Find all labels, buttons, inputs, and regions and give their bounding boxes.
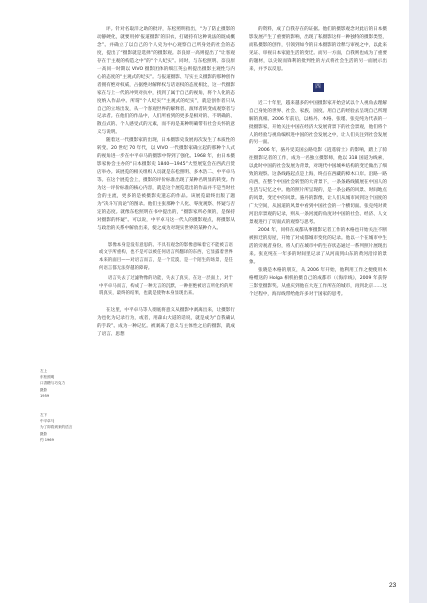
photo-captions bbox=[40, 368, 84, 456]
quote-paragraph: 影像本身是没有意思的。不具有观念的影像意味着它不能被言语或文字所重构，也不是可以被任何语言所翻译的东西，它显露着世界本来的面目——对语言而言，是一个荒漠，是一个陌生的场景，是任何语言都无法穿越的障碍。 bbox=[99, 242, 233, 271]
body-paragraph: 的资料，成了自我存在的证据。他们的摄影观念对此后的日本摄影发展产生了重要的影响，出现了私摄影这样一种独特的摄影类型，而私摄影的创作，引领到如今的日本摄影的诠释与审视之中，以此来见证、审视日本家庭生活的变迁。而另一方面，自我则也成为了重要的题材，以尖锐而锋利的批判性的方式将社会生活的另一面展示出来，并予以反思。 bbox=[249, 27, 387, 72]
body-paragraph: 张晓是木格的朋友，从 2006 年开始，他利用工作之便使用木格赠送的 Holga 相机拍摄自己的成都市（《海岸线》，2009 年获得三影堂摄影奖。从重庆到他在大连工作所在的城市，再到北京……这个过程中，海岸线带给他许多对于国家的思考。 bbox=[249, 267, 387, 297]
quote-paragraph: 语言失去了过滤物像的功能，失去了真实，在这一层面上，对于中平卓马而言，构成了一种无言的沉默，一种拒绝被语言所化约的所谓真实，最终的结果，也就是使物本身显现出来。 bbox=[99, 276, 233, 297]
caption-title: 口香糖与巧克力 bbox=[40, 381, 66, 386]
page-edge-band bbox=[409, 0, 427, 603]
right-text-column bbox=[249, 26, 387, 299]
body-paragraph: 评。针对名取洋之助的批评，东松照明指出，“为了防止摄影的动静硬化，就要用掉‘报道摄影’的旧衣，打破持有这种说法的既成概念”。并确立了以自己的个人史为中心观察自己所身处的社会的态度，提出了“摄影就是选择”的摄影观。奈良原一高则提出了“让客观存在于主观的构造之中”的“个人纪实”。同时，与东松照明、奈良原一高同一时期以 VIVO 摄影团体的细江英公则提出摄影主观性与内心的态度的“主观式的纪实”。与报道摄影、写实主义摄影的那种创作者拥有绝对权威，占据绝对解释权与话语权的态度相比，这一代摄影家在与上一代的冲突对抗中，找到了属于自己的视角，将个人化的态度纳入作品中。所谓“个人纪实”“主观式的纪实”，就是创作者只从自己的立场出发，从一个客观世界的解释者、演绎者转变成观察者与记录者。在他们的作品中，人们所看到的更多是相对的、不明确的、散点式的、个人感受式的元素，而不再是某种明确带有社会关怀的意义与说明。 bbox=[97, 27, 235, 136]
caption-position: 左上 bbox=[40, 369, 48, 373]
caption-medium: 摄影 bbox=[40, 387, 48, 392]
page-number: 23 bbox=[389, 582, 397, 589]
caption-title: 为了即将到来的语言 bbox=[40, 425, 73, 430]
caption-bottom-left bbox=[40, 412, 84, 443]
caption-position: 左下 bbox=[40, 413, 48, 418]
section-number-badge: 四 bbox=[313, 83, 324, 92]
body-paragraph: 随着这一代摄影家的出现，日本摄影史发展再次发生了本质性的转变。20 世纪 70 年代，以 VIVO 一代摄影家确立起的那种个人式的视角进一步在中平卓马的摄影中得到了强化。1968 年，由日本摄影家协会主办的“日本摄影史 1840—1945”大型展览会在西武百货店举办。该展览的相关组织人员就是东松照明、多木浩二、中平卓马等。在这个展览会上，摄影的评价标准出现了某种名明显的转变。作为这一评价标准的核心内容，就是这个展览选出的作品并不是当时社会的主流，更多的是被摄影史遗忘的作品。该展览最终出版了题为“决斗写真论”的图录。他们主张那种个人化、零度观察、怀疑与否定的态度。就像东松照明在书中提出的，“摄影家所必须的，是保持对摄影的怀疑”。可以说，中平卓马这一代人的摄影观点，将摄影从与政治的关系中解放出来，使之成为对现实世界的某种介入。 bbox=[97, 138, 235, 231]
caption-year: 约 1969 bbox=[40, 437, 54, 442]
body-paragraph: 近二十年里，越来越多的中国摄影家开始尝试以个人视角去理解自己身处的世界、社会、家族、国度。用自己的经验去呈现自己所理解的真相。2006 年前后，以杨丹、木格、张瑾、张克纯为代表的一批摄影家，开始关注中国在经济大发展背景下的社会景观，他们将个人的经验与视角编织进中国的社会发展之中，让人们关注到社会发展的另一面。 bbox=[249, 100, 387, 146]
body-paragraph: 2006 年，骆丹受美国公路电影《逍遥骑士》的影响，踏上了骑往摄影记者的工作，成为一名独立摄影师，他以 318 国道为线索，以此时中国的社会发展为背景，对现代中国城乡结构的变迁做出了细致的观察。这条线路起点是上海，终点在西藏的樟木口岸。沿路一路向西，在整个中国社会转型的大背景下，一条条路线铺展在中国人的生活与记忆之中。他的照片所呈现的，是一条公路的风景、时间地点的风景，变迁中的风景。骆丹的影像，让人们从城市回到这个国度的广大空间，从国道的风景中看到中国社会的一个横切面。张克纯对黄河沿岸景观的记录，则从一条河流的角度对中国的社会、经济、人文景观进行了切面式的观察与思考。 bbox=[249, 148, 387, 226]
caption-top-left bbox=[40, 368, 84, 399]
body-paragraph: 在这里，中平卓马等人彻底将意义从摄影中剥离出来，让摄影行为也化为记录行为，或者，用森山大道的话说，就是成为“自我确认的手段”。成为一种记忆。被剥离了意义与主体性之后的摄影，就成了语言、思想 bbox=[97, 307, 235, 337]
block-quote bbox=[99, 242, 233, 298]
caption-author: 东松照明 bbox=[40, 375, 55, 380]
caption-author: 中平卓马 bbox=[40, 419, 55, 424]
caption-year: 1959 bbox=[40, 393, 50, 398]
caption-medium: 摄影 bbox=[40, 431, 48, 436]
body-paragraph: 2004 年，同样在成都从事摄影记者工作的木格也开始关注不断被拆迁的房屋，开始了对成都城市变化的记录。他以一个在城市中生活的旁观者身份，将人们在城市中的生存状态通过一系列照片展现出来。张克纯在一年多的时间里记录了从河南到山东的黄河沿岸的景象。 bbox=[249, 227, 387, 265]
left-text-column bbox=[97, 26, 235, 339]
